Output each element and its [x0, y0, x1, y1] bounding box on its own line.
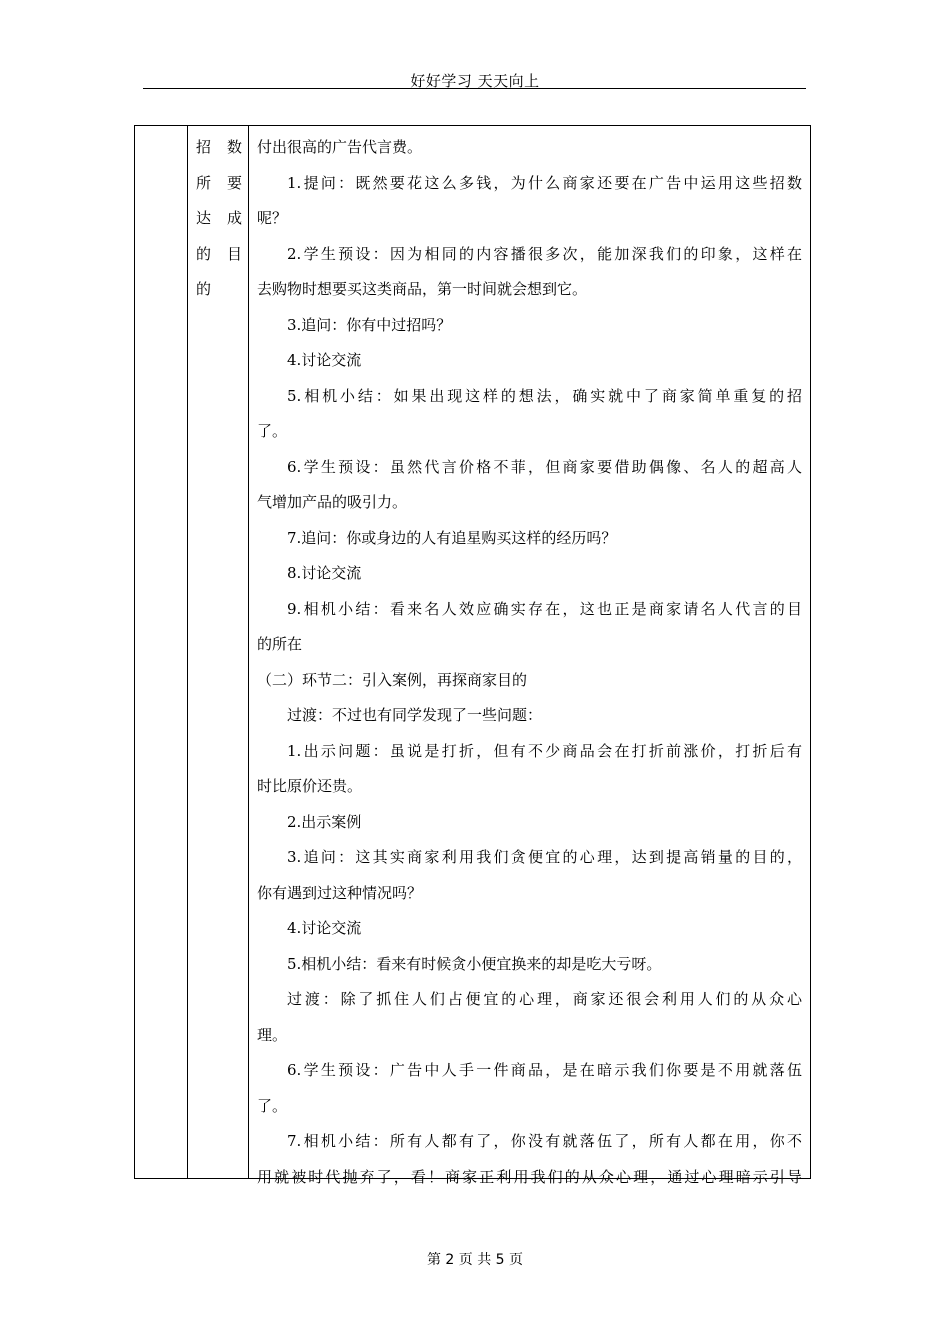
label-char: 成	[226, 209, 242, 227]
content-line: 过渡：除了抓住人们占便宜的心理，商家还很会利用人们的从众心	[287, 990, 802, 1008]
lesson-table	[134, 125, 811, 1186]
content-line: 3.追问：你有中过招吗？	[287, 315, 452, 334]
section-label-line	[191, 166, 248, 202]
label-char: 的	[196, 280, 212, 298]
content-line: 时比原价还贵。	[257, 777, 363, 795]
content-line: 了。	[257, 422, 288, 440]
content-line: 了。	[257, 1096, 288, 1115]
content-line: 8.讨论交流	[287, 564, 362, 582]
page-footer: 第 2 页 共 5 页	[426, 1252, 524, 1268]
content-line: 2.出示案例	[287, 812, 362, 831]
label-char: 的	[196, 244, 212, 263]
label-char: 目	[226, 244, 242, 263]
content-line: 5.相机小结：如果出现这样的想法，确实就中了商家简单重复的招	[287, 386, 802, 405]
content-line: 6.学生预设：虽然代言价格不菲，但商家要借助偶像、名人的超高人	[287, 457, 802, 476]
content-line: 你有遇到过这种情况吗？	[257, 883, 423, 902]
content-line: 去购物时想要买这类商品，第一时间就会想到它。	[257, 280, 588, 298]
table-column-divider	[187, 126, 188, 1178]
content-line: 5.相机小结：看来有时候贪小便宜换来的却是吃大亏呀。	[287, 954, 662, 973]
section-label-line	[191, 130, 248, 166]
label-char: 招	[196, 138, 212, 156]
content-line: 3.追问：这其实商家利用我们贪便宜的心理，达到提高销量的目的，	[287, 848, 802, 866]
section-label-cell	[191, 130, 248, 308]
lesson-content-cell	[257, 130, 802, 1195]
content-line: 呢？	[257, 209, 288, 227]
content-line: 7.追问：你或身边的人有追星购买这样的经历吗？	[287, 528, 617, 547]
content-line section-heading: （二）环节二：引入案例，再探商家目的	[257, 670, 528, 689]
content-line: 4.讨论交流	[287, 351, 362, 369]
content-line: 7.相机小结：所有人都有了，你没有就落伍了，所有人都在用，你不	[287, 1132, 802, 1150]
content-line: 9.相机小结：看来名人效应确实存在，这也正是商家请名人代言的目	[287, 599, 802, 618]
label-char: 数	[226, 138, 242, 156]
content-line: 过渡：不过也有同学发现了一些问题：	[287, 706, 543, 724]
table-column-divider	[248, 126, 249, 1178]
header-rule	[143, 88, 806, 89]
content-line: 6.学生预设：广告中人手一件商品，是在暗示我们你要是不用就落伍	[287, 1061, 802, 1079]
page-header-title: 好好学习 天天向上	[410, 72, 540, 90]
label-char: 要	[226, 173, 242, 192]
content-line: 4.讨论交流	[287, 919, 362, 937]
content-line: 的所在	[257, 635, 303, 653]
label-char: 所	[196, 173, 212, 192]
content-line: 气增加产品的吸引力。	[257, 493, 408, 511]
content-line: 1.出示问题：虽说是打折，但有不少商品会在打折前涨价，打折后有	[287, 741, 802, 760]
section-label-line	[191, 237, 248, 273]
section-label-line	[191, 201, 248, 237]
content-line: 1.提问：既然要花这么多钱，为什么商家还要在广告中运用这些招数	[287, 173, 802, 192]
content-line: 用就被时代抛弃了，看！商家正利用我们的从众心理，通过心理暗示引导	[257, 1167, 802, 1186]
content-line: 付出很高的广告代言费。	[257, 138, 423, 156]
content-line: 2.学生预设：因为相同的内容播很多次，能加深我们的印象，这样在	[287, 244, 802, 263]
label-char: 达	[196, 209, 212, 227]
section-label-line	[191, 272, 248, 308]
content-line: 理。	[257, 1025, 288, 1044]
